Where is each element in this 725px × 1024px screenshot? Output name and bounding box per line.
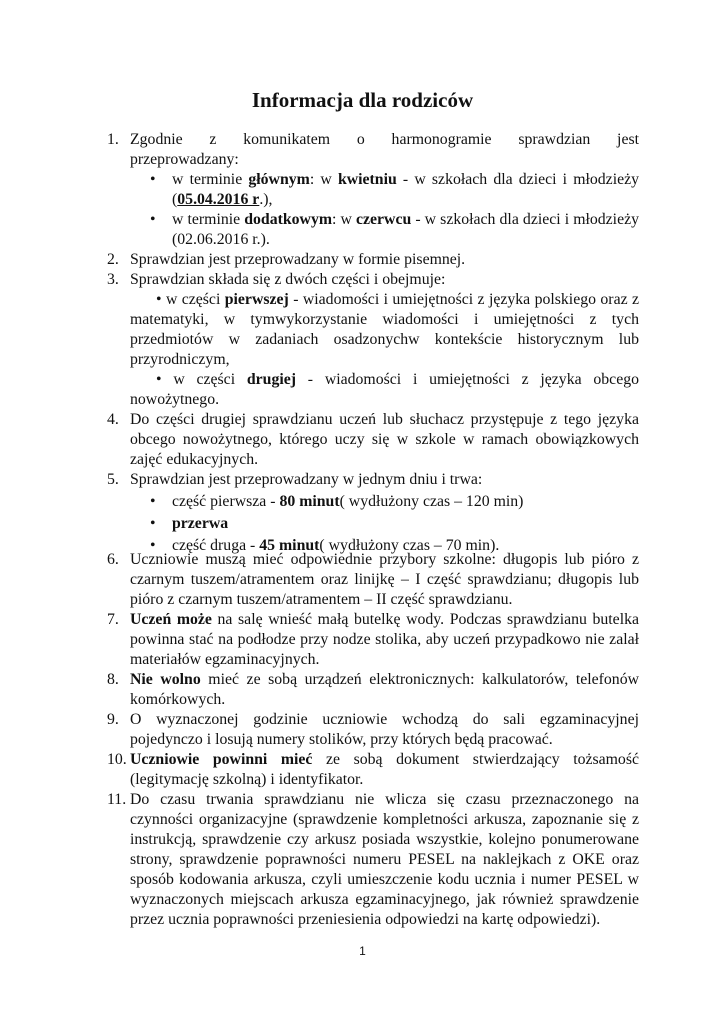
item-number: 7. [107, 611, 119, 628]
bullet-item: • w terminie dodatkowym: w czerwcu - w szkołach dla dzieci i młodzieży (02.06.2016 r.). [150, 211, 639, 248]
item-number: 2. [107, 251, 119, 268]
list-item-11 [107, 790, 639, 930]
bullet-icon: • [150, 171, 156, 188]
item-text: Do części drugiej sprawdzianu uczeń lub słuchacz przystępuje z tego języka obcego nowożytnego, którego uczy się w szkole w ramach obowiązkowych zajęć edukacyjnych. [130, 411, 639, 468]
item-number: 5. [107, 471, 119, 488]
item-bold-lead: Uczeń może [130, 611, 212, 628]
bullet-icon: • [150, 537, 156, 554]
bullet-item: • w części pierwszej - wiadomości i umiejętności z języka polskiego oraz z matematyki, w tymwykorzystanie wiadomości i umiejętności z tych przedmiotów w zadaniach osadzonychw kontekście historycznym lub przyrodniczym, [130, 291, 640, 368]
item-bold-lead: Nie wolno [130, 671, 201, 688]
bullet-icon: • [156, 371, 162, 388]
item-number: 4. [107, 411, 119, 428]
bullet-item: • część pierwsza - 80 minut( wydłużony czas – 120 min) [150, 493, 524, 510]
list-item-10 [107, 750, 639, 790]
bullet-item: • w terminie głównym: w kwietniu - w szkołach dla dzieci i młodzieży (05.04.2016 r.), [150, 171, 639, 208]
item-text: ze sobą dokument stwierdzający tożsamość (legitymację szkolną) i identyfikator. [130, 751, 639, 788]
bullet-icon: • [156, 291, 162, 308]
item-text: mieć ze sobą urządzeń elektronicznych: kalkulatorów, telefonów komórkowych. [130, 671, 639, 708]
item-number: 6. [107, 551, 119, 568]
list-item-3 [107, 270, 639, 410]
item-number: 1. [107, 131, 119, 148]
item-bold-lead: Uczniowie powinni mieć [130, 751, 313, 768]
item-text: Sprawdzian jest przeprowadzany w formie pisemnej. [130, 251, 466, 268]
bullet-item: • w części drugiej - wiadomości i umiejętności z języka obcego nowożytnego. [130, 371, 640, 408]
item-text: Uczniowie muszą mieć odpowiednie przybory szkolne: długopis lub pióro z czarnym tuszem/atramentem oraz linijkę – I część sprawdzianu; długopis lub pióro z czarnym tuszem/atramentem – II część sprawdzianu. [130, 551, 639, 608]
page-title: Informacja dla rodziców [251, 88, 474, 112]
list-item-8 [107, 670, 639, 710]
item-text: Do czasu trwania sprawdzianu nie wlicza się czasu przeznaczonego na czynności organizacyjne (sprawdzenie kompletności arkusza, zapoznanie się z instrukcją, sprawdzenie czy arkusz posiada wszystkie, kolejno ponumerowane strony, sprawdzenie poprawności numeru PESEL na naklejkach z OKE oraz sposób kodowania arkusza, czyli umieszczenie kodu ucznia i numer PESEL w wyznaczonych miejscach arkusza egzaminacyjnego, jak również sprawdzenie przez ucznia poprawności przeniesienia odpowiedzi na kartę odpowiedzi). [130, 791, 639, 928]
item-text-line-2: przeprowadzany: [130, 151, 239, 168]
list-item-7 [107, 610, 639, 670]
item-text: Sprawdzian jest przeprowadzany w jednym dniu i trwa: [130, 471, 483, 488]
list-item-1 [107, 130, 639, 250]
item-number: 3. [107, 271, 119, 288]
item-number: 8. [107, 671, 119, 688]
list-item-4 [107, 410, 639, 470]
item-text-line-1: Zgodnie z komunikatem o harmonogramie sprawdzian jest [130, 131, 639, 148]
bullet-icon: • [150, 493, 156, 510]
list-item-9 [107, 710, 639, 750]
item-number: 10. [107, 751, 127, 768]
list-item-6 [107, 550, 639, 610]
bullet-icon: • [150, 211, 156, 228]
page-number: 1 [359, 944, 366, 958]
list-item-5 [107, 470, 639, 556]
bullet-icon: • [150, 515, 156, 532]
item-text: na salę wnieść małą butelkę wody. Podczas sprawdzianu butelka powinna stać na podłodze przy nodze stolika, aby uczeń przypadkowo nie zalał materiałów egzaminacyjnych. [130, 611, 639, 668]
bullet-item: • przerwa [150, 515, 229, 532]
item-number: 9. [107, 711, 119, 728]
bullet-item: • część druga - 45 minut( wydłużony czas – 70 min). [150, 537, 500, 554]
list-item-2 [107, 250, 639, 270]
item-text: Sprawdzian składa się z dwóch części i obejmuje: [130, 271, 446, 288]
item-number: 11. [107, 791, 127, 808]
item-text: O wyznaczonej godzinie uczniowie wchodzą do sali egzaminacyjnej pojedynczo i losują numery stolików, przy których będą pracować. [130, 711, 639, 748]
